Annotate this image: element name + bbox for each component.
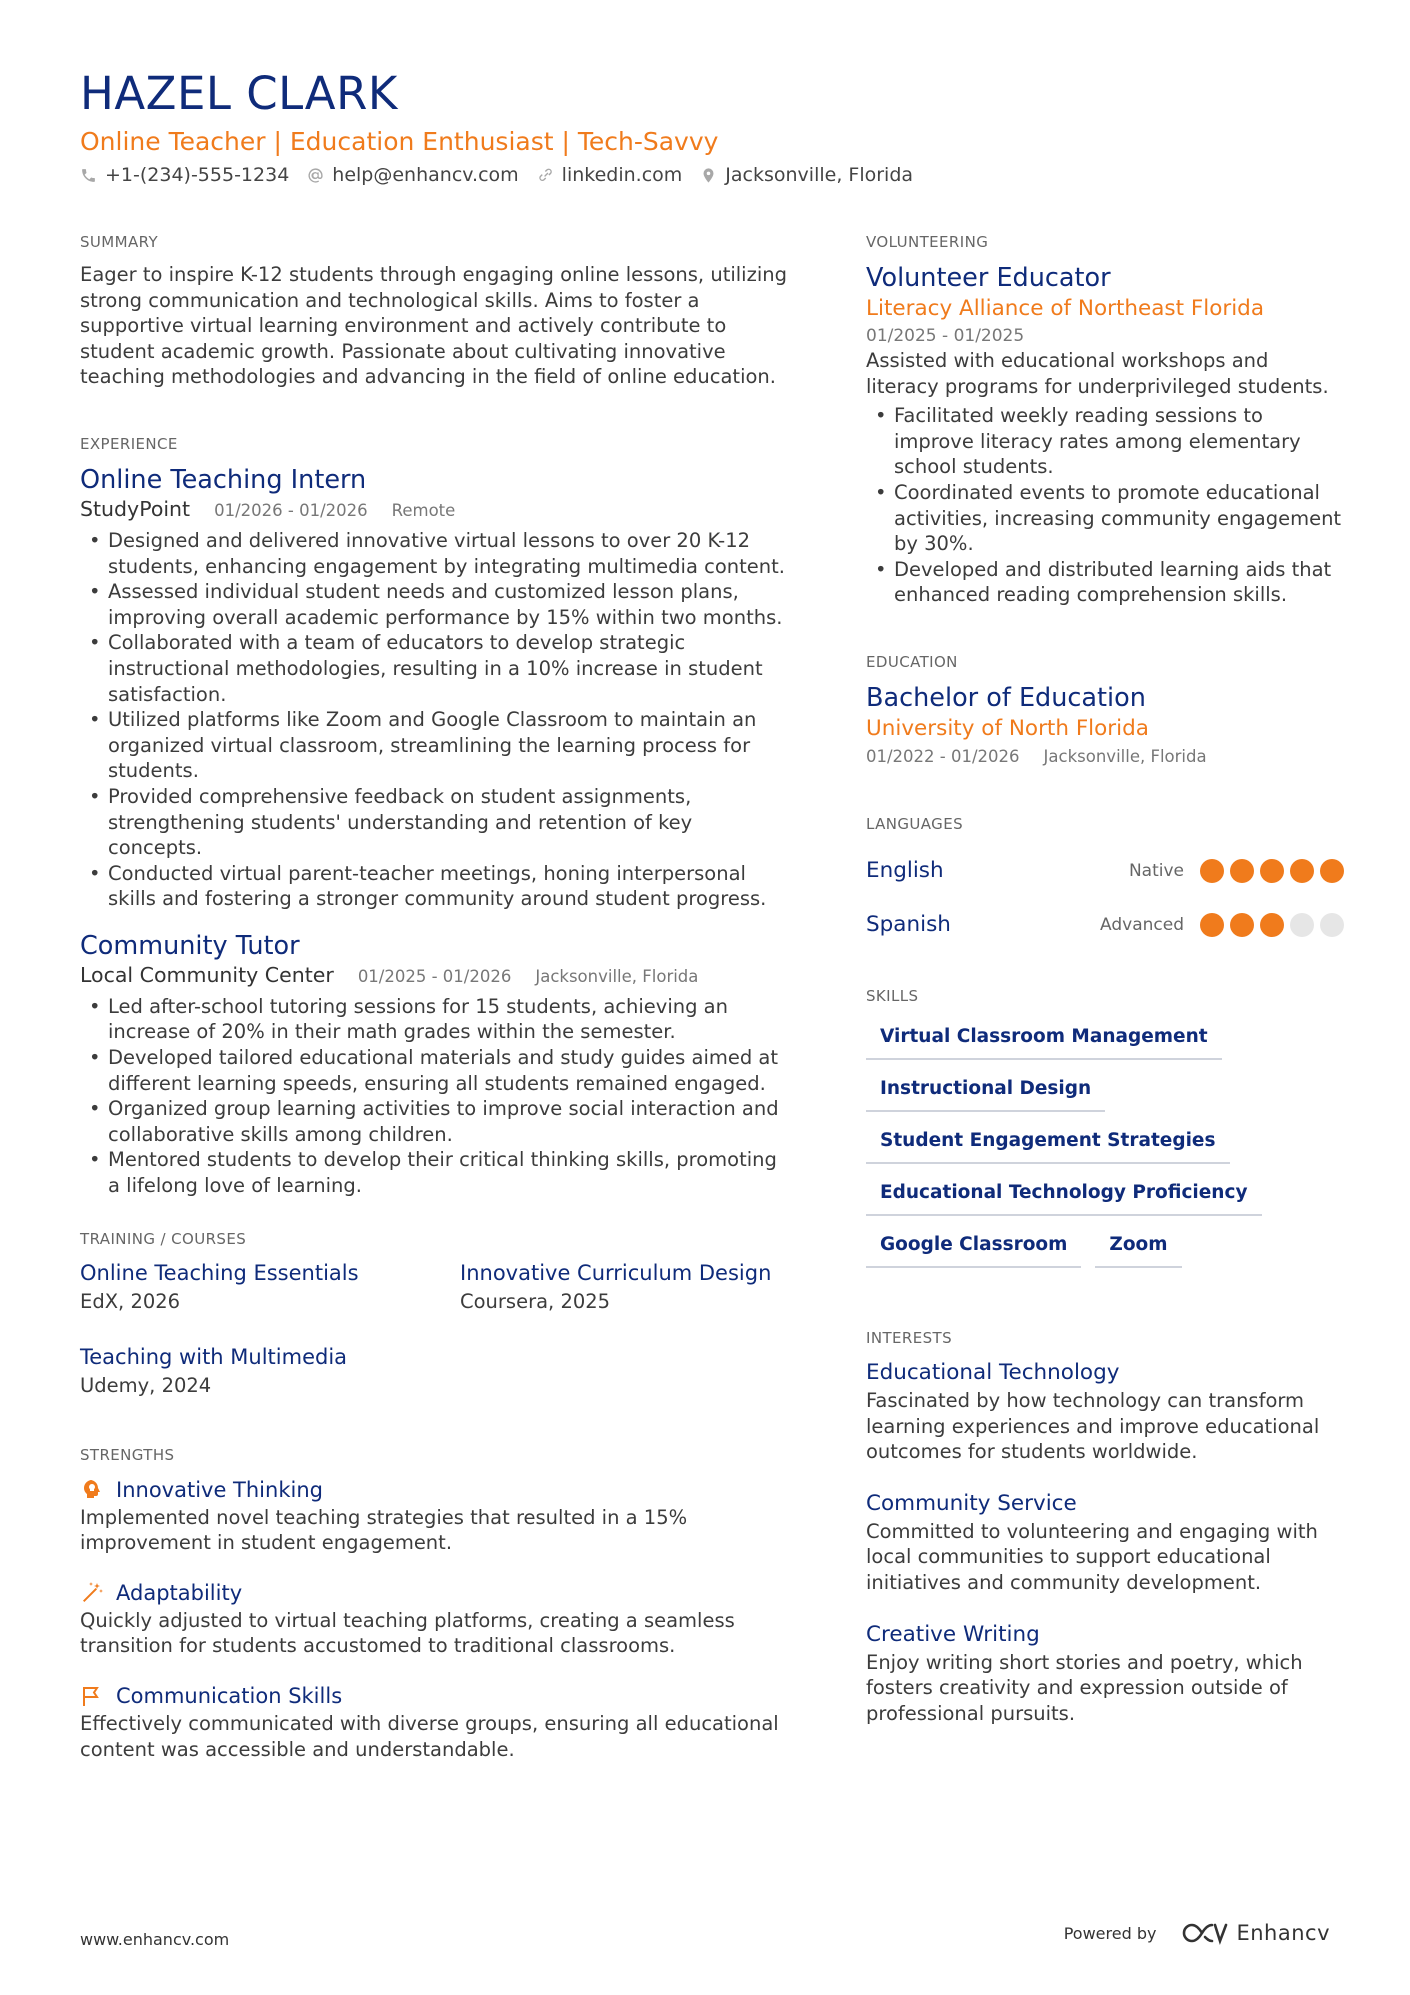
experience-section	[80, 434, 792, 1199]
interest-text: Fascinated by how technology can transform learning experiences and improve educational outcomes for students worldwide.	[866, 1388, 1320, 1464]
job-title: Online Teaching Intern	[80, 464, 367, 495]
skills-section	[866, 986, 1344, 1268]
skill-tags	[866, 1022, 1344, 1268]
resume-header	[80, 66, 1330, 186]
flag-icon	[80, 1684, 104, 1708]
bullet-item: • Conducted virtual parent-teacher meetings, honing interpersonal skills and fostering a stronger community around student progress.	[80, 861, 792, 912]
strength-text: Implemented novel teaching strategies that resulted in a 15% improvement in student engagement.	[80, 1505, 688, 1555]
contact-email[interactable]	[307, 164, 518, 186]
course-item	[80, 1343, 460, 1401]
bullet-item: • Mentored students to develop their critical thinking skills, promoting a lifelong love of learning.	[80, 1147, 792, 1198]
bullet-item: • Assessed individual student needs and customized lesson plans, improving overall academic performance by 15% within two months.	[80, 579, 792, 630]
strength-head	[80, 1475, 792, 1505]
training-section	[80, 1229, 792, 1401]
experience-heading: EXPERIENCE	[80, 434, 178, 453]
course-item	[460, 1259, 790, 1317]
interest-text: Committed to volunteering and engaging with local communities to support educational initiatives and community development.	[866, 1519, 1318, 1594]
education-meta	[866, 744, 1344, 770]
rating-dot-filled	[1200, 913, 1224, 937]
job-bullets	[80, 528, 792, 912]
job-title: Community Tutor	[80, 930, 300, 961]
volunteer-description: Assisted with educational workshops and literacy programs for underprivileged students.	[866, 349, 1329, 398]
skill-tag: Zoom	[1095, 1230, 1181, 1268]
location-pin-icon	[700, 167, 717, 184]
course-name: Teaching with Multimedia	[80, 1344, 348, 1369]
rating-dots	[1200, 859, 1344, 883]
skill-tag: Virtual Classroom Management	[866, 1022, 1222, 1060]
summary-section	[80, 232, 792, 390]
school-name: University of North Florida	[866, 715, 1149, 741]
strength-text: Quickly adjusted to virtual teaching platforms, creating a seamless transition for students accustomed to traditional classrooms.	[80, 1608, 735, 1658]
degree-title: Bachelor of Education	[866, 682, 1146, 713]
rating-dot-filled	[1290, 859, 1314, 883]
bullet-item: • Organized group learning activities to improve social interaction and collaborative skills among children.	[80, 1096, 792, 1147]
bullet-item: • Designed and delivered innovative virtual lessons to over 20 K-12 students, enhancing engagement by integrating multimedia content.	[80, 528, 792, 579]
rating-dot-filled	[1230, 913, 1254, 937]
skill-tag: Instructional Design	[866, 1074, 1105, 1112]
experience-entry	[80, 464, 792, 912]
volunteer-bullets	[866, 403, 1344, 608]
languages-section	[866, 814, 1344, 952]
footer-brand	[1064, 1920, 1330, 1946]
footer-website[interactable]: www.enhancv.com	[80, 1930, 230, 1949]
bullet-item: • Led after-school tutoring sessions for 15 students, achieving an increase of 20% in their math grades within the semester.	[80, 994, 792, 1045]
volunteer-role: Volunteer Educator	[866, 263, 1111, 293]
interest-item	[866, 1489, 1344, 1596]
job-location: Remote	[391, 500, 456, 520]
rating-dot-empty	[1320, 913, 1344, 937]
bullet-item: • Developed tailored educational materials and study guides aimed at different learning speeds, ensuring all students remained engaged.	[80, 1045, 792, 1096]
job-dates: 01/2025 - 01/2026	[357, 966, 512, 986]
strength-title: Communication Skills	[116, 1684, 343, 1708]
interest-title: Educational Technology	[866, 1359, 1120, 1385]
interest-item	[866, 1620, 1344, 1727]
languages-heading: LANGUAGES	[866, 814, 964, 833]
interest-title: Community Service	[866, 1490, 1077, 1516]
language-row	[866, 844, 1344, 898]
candidate-name: HAZEL CLARK	[80, 67, 398, 120]
summary-text: Eager to inspire K-12 students through engaging online lessons, utilizing strong communication and technological skills. Aims to foster a supportive virtual learning environment and actively contribute to student academic growth. Passionate about cultivating innovative teaching methodologies and advancing in the field of online education.	[80, 263, 787, 389]
strengths-heading: STRENGTHS	[80, 1445, 175, 1464]
volunteer-org: Literacy Alliance of Northeast Florida	[866, 296, 1265, 321]
interest-text: Enjoy writing short stories and poetry, which fosters creativity and expression outside of professional pursuits.	[866, 1650, 1303, 1725]
contact-location	[700, 164, 913, 186]
candidate-tagline: Online Teacher | Education Enthusiast | Tech-Savvy	[80, 127, 719, 156]
strength-item	[80, 1681, 792, 1762]
strengths-section	[80, 1445, 792, 1763]
volunteering-section	[866, 232, 1344, 608]
enhancv-logo[interactable]	[1182, 1920, 1330, 1946]
bullet-item: • Collaborated with a team of educators to develop strategic instructional methodologies, resulting in a 10% increase in student satisfaction.	[80, 630, 792, 707]
language-proficiency	[1129, 859, 1344, 883]
rating-dots	[1200, 913, 1344, 937]
linkedin-text: linkedin.com	[561, 164, 683, 186]
course-provider: EdX, 2026	[80, 1289, 181, 1313]
phone-text: +1-(234)-555-1234	[105, 164, 290, 186]
skill-tag: Student Engagement Strategies	[866, 1126, 1230, 1164]
contact-row	[80, 164, 1330, 186]
language-level: Native	[1128, 860, 1184, 881]
phone-icon	[80, 167, 97, 184]
course-provider: Udemy, 2024	[80, 1373, 212, 1397]
skill-tag: Google Classroom	[866, 1230, 1081, 1268]
contact-phone[interactable]	[80, 164, 289, 186]
lightbulb-head-icon	[80, 1478, 104, 1502]
course-provider: Coursera, 2025	[460, 1289, 611, 1313]
job-company: StudyPoint	[80, 496, 191, 521]
skill-tag: Educational Technology Proficiency	[866, 1178, 1262, 1216]
language-name: Spanish	[866, 912, 951, 938]
job-dates: 01/2026 - 01/2026	[214, 500, 368, 520]
job-company: Local Community Center	[80, 962, 334, 987]
job-meta	[80, 962, 792, 990]
summary-heading: SUMMARY	[80, 233, 159, 251]
rating-dot-filled	[1260, 913, 1284, 937]
experience-entry	[80, 930, 792, 1199]
bullet-item: • Developed and distributed learning aids that enhanced reading comprehension skills.	[866, 557, 1344, 608]
job-meta	[80, 496, 792, 524]
bullet-item: • Facilitated weekly reading sessions to improve literacy rates among elementary school students.	[866, 403, 1344, 480]
bullet-item: • Coordinated events to promote educational activities, increasing community engagement by 30%.	[866, 480, 1344, 557]
enhancv-logo-icon	[1182, 1920, 1228, 1946]
rating-dot-empty	[1290, 913, 1314, 937]
strength-title: Adaptability	[116, 1580, 243, 1605]
interests-section	[866, 1328, 1344, 1726]
magic-wand-icon	[80, 1581, 104, 1605]
strength-item	[80, 1578, 792, 1659]
strength-text: Effectively communicated with diverse groups, ensuring all educational content was accessible and understandable.	[80, 1712, 779, 1761]
strength-head	[80, 1578, 792, 1608]
education-location: Jacksonville, Florida	[1043, 746, 1207, 766]
job-location: Jacksonville, Florida	[535, 966, 699, 986]
interest-item	[866, 1358, 1344, 1465]
course-name: Online Teaching Essentials	[80, 1260, 359, 1285]
language-row	[866, 898, 1344, 952]
language-proficiency	[1100, 913, 1344, 937]
course-item	[80, 1259, 460, 1317]
link-icon	[537, 167, 554, 184]
education-dates: 01/2022 - 01/2026	[866, 746, 1020, 766]
education-heading: EDUCATION	[866, 652, 958, 671]
strength-item	[80, 1475, 792, 1556]
rating-dot-filled	[1260, 859, 1284, 883]
rating-dot-filled	[1200, 859, 1224, 883]
volunteer-dates: 01/2025 - 01/2025	[866, 326, 1025, 346]
email-text: help@enhancv.com	[332, 164, 519, 186]
volunteering-heading: VOLUNTEERING	[866, 233, 989, 251]
bullet-item: • Provided comprehensive feedback on student assignments, strengthening students' understanding and retention of key concepts.	[80, 784, 792, 861]
education-section	[866, 652, 1344, 770]
language-name: English	[866, 858, 944, 884]
right-column	[866, 232, 1344, 1770]
skills-heading: SKILLS	[866, 986, 919, 1005]
interest-title: Creative Writing	[866, 1621, 1040, 1647]
powered-by-text: Powered by	[1063, 1923, 1157, 1943]
language-level: Advanced	[1100, 914, 1184, 935]
brand-name: Enhancv	[1236, 1921, 1330, 1945]
interests-heading: INTERESTS	[866, 1328, 952, 1347]
at-icon	[307, 167, 324, 184]
left-column	[80, 232, 792, 1806]
rating-dot-filled	[1320, 859, 1344, 883]
rating-dot-filled	[1230, 859, 1254, 883]
strength-head	[80, 1681, 792, 1711]
strength-title: Innovative Thinking	[116, 1477, 323, 1502]
contact-linkedin[interactable]	[537, 164, 683, 186]
training-heading: TRAINING / COURSES	[80, 1229, 247, 1248]
location-text: Jacksonville, Florida	[725, 164, 914, 186]
job-bullets	[80, 994, 792, 1199]
bullet-item: • Utilized platforms like Zoom and Google Classroom to maintain an organized virtual classroom, streamlining the learning process for students.	[80, 707, 792, 784]
course-name: Innovative Curriculum Design	[460, 1260, 772, 1285]
course-grid	[80, 1259, 792, 1401]
